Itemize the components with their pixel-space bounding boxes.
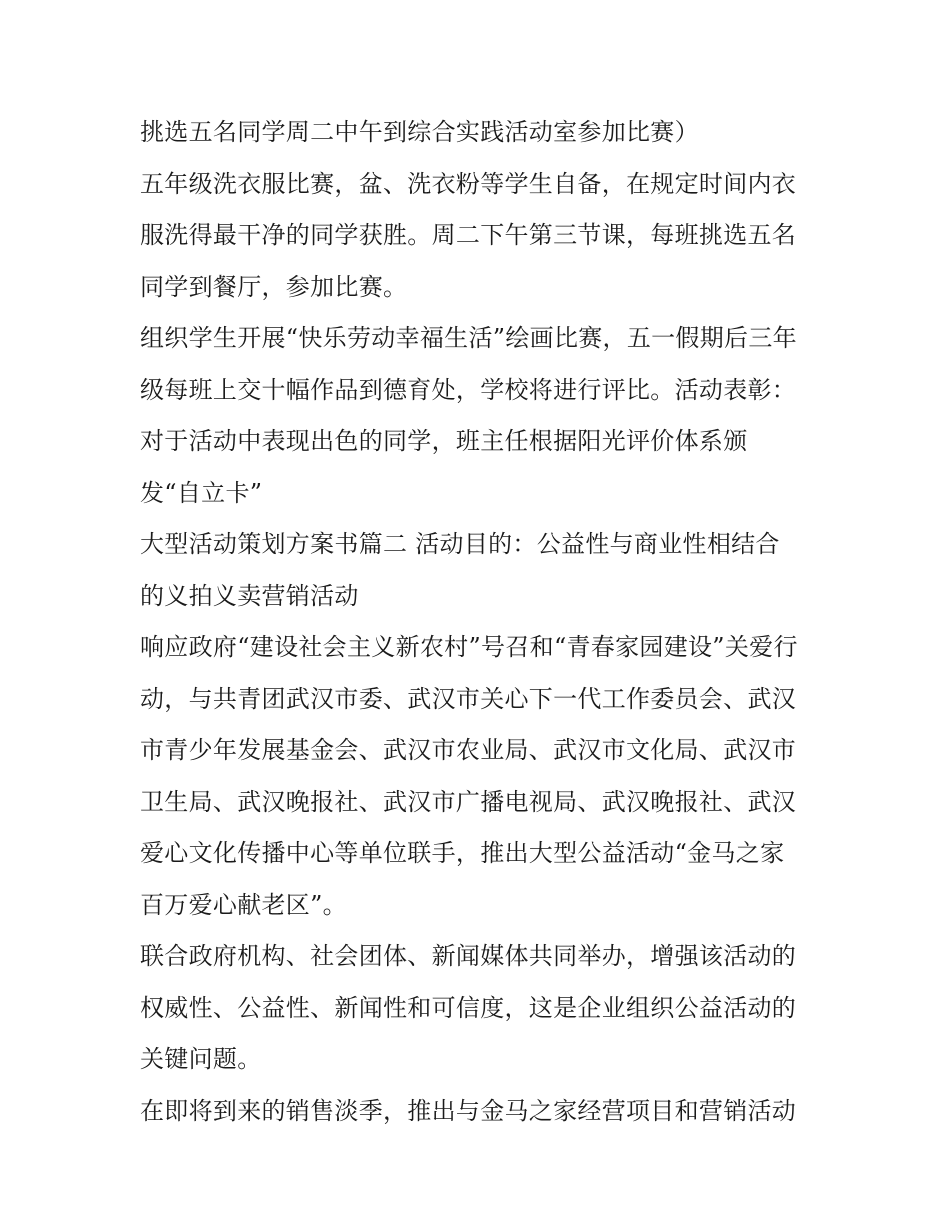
- text-line: 同学到餐厅，参加比赛。: [140, 272, 408, 301]
- text-line: 关键问题。: [140, 1045, 262, 1073]
- text-line: 五年级洗衣服比赛，盆、洗衣粉等学生自备，在规定时间内衣: [140, 169, 797, 198]
- text-line: 响应政府“建设社会主义新农村”号召和“青春家园建设”关爱行: [140, 633, 798, 661]
- text-line: 级每班上交十幅作品到德育处，学校将进行评比。活动表彰：: [140, 375, 797, 404]
- text-line: 发“自立卡”: [140, 478, 263, 507]
- document-body: [140, 107, 820, 1137]
- text-line: 联合政府机构、社会团体、新闻媒体共同举办，增强该活动的: [140, 942, 797, 970]
- text-line: 卫生局、武汉晚报社、武汉市广播电视局、武汉晚报社、武汉: [140, 787, 797, 816]
- text-line: 爱心文化传播中心等单位联手，推出大型公益活动“金马之家: [140, 839, 785, 867]
- text-line: 在即将到来的销售淡季，推出与金马之家经营项目和营销活动: [140, 1096, 797, 1125]
- text-line: 挑选五名同学周二中午到综合实践活动室参加比赛）: [140, 118, 699, 146]
- text-line: 市青少年发展基金会、武汉市农业局、武汉市文化局、武汉市: [140, 736, 797, 764]
- text-line: 的义拍义卖营销活动: [140, 581, 359, 610]
- text-line: 动，与共青团武汉市委、武汉市关心下一代工作委员会、武汉: [140, 684, 797, 713]
- text-line: 权威性、公益性、新闻性和可信度，这是企业组织公益活动的: [140, 993, 797, 1022]
- text-line: 对于活动中表现出色的同学，班主任根据阳光评价体系颁: [140, 427, 748, 455]
- text-line: 服洗得最干净的同学获胜。周二下午第三节课，每班挑选五名: [140, 221, 797, 249]
- text-line: 百万爱心献老区”。: [140, 890, 347, 919]
- text-line: 组织学生开展“快乐劳动幸福生活”绘画比赛，五一假期后三年: [140, 324, 797, 352]
- section-heading-line: 大型活动策划方案书篇二 活动目的：公益性与商业性相结合: [140, 530, 780, 558]
